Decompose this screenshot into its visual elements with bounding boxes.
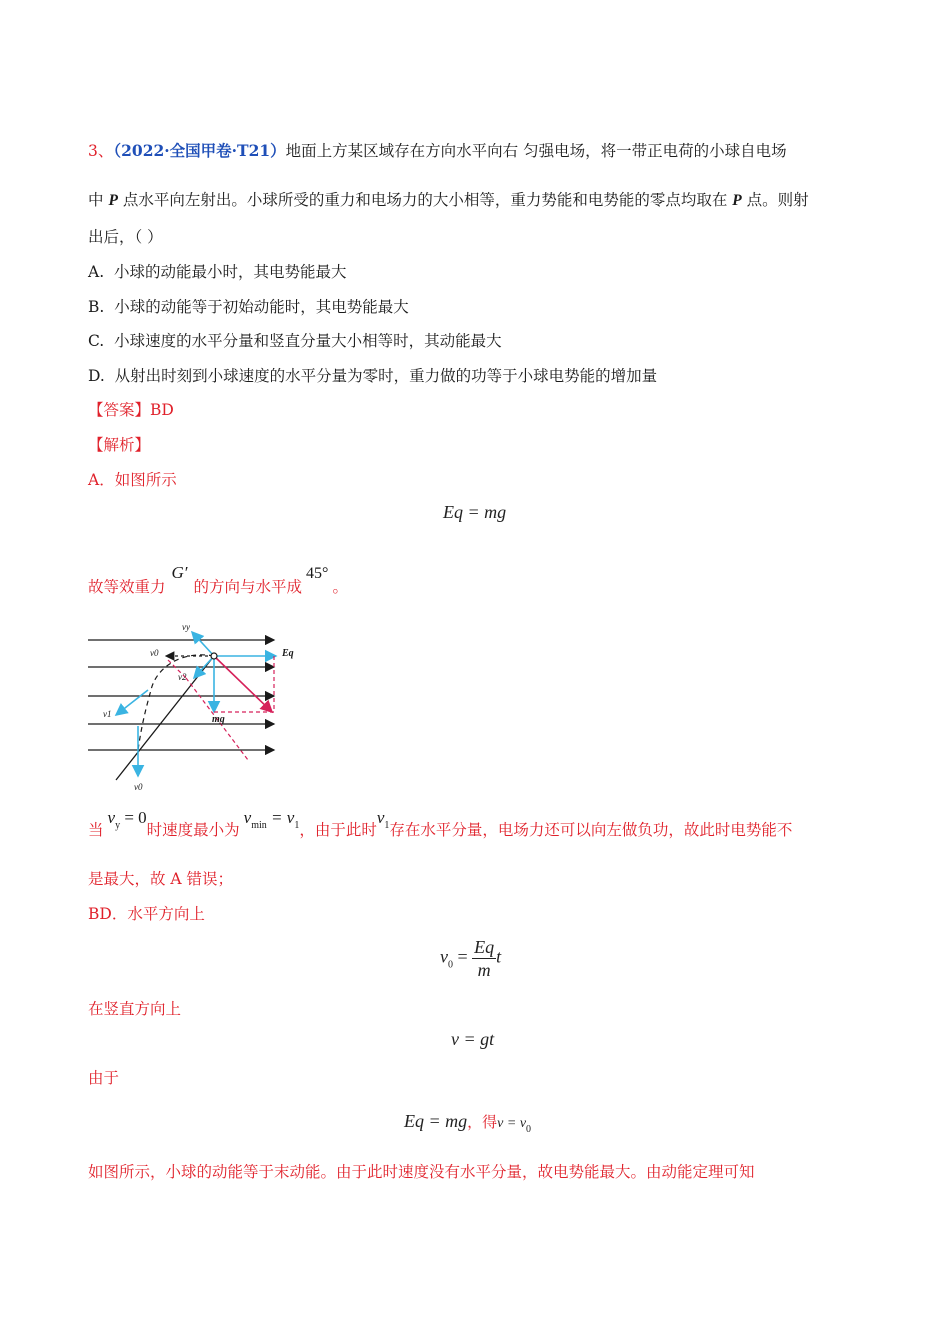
symbol: = 0 [120, 808, 147, 827]
subscript: 0 [448, 959, 453, 971]
point-p: P [732, 192, 742, 209]
question-text-1: 地面上方某区域存在方向水平向右 匀强电场，将一带正电荷的小球自电场 [285, 142, 787, 160]
question-text-2a: 中 [88, 191, 109, 209]
symbol: v [107, 808, 116, 827]
label-vy: vy [182, 622, 190, 632]
option-d [88, 366, 657, 386]
fraction [472, 936, 496, 981]
resultant-arrow [214, 656, 272, 712]
answer-line [88, 400, 174, 420]
math-vy [107, 808, 147, 831]
option-letter: A. [88, 263, 105, 281]
equation-eq-mg: Eq = mg [443, 502, 507, 522]
text: ，由于此时 [299, 821, 377, 839]
question-text-2b: 点水平向左射出。小球所受的重力和电场力的大小相等，重力势能和电势能的零点均取在 [117, 191, 733, 209]
equivalent-gravity-line [88, 563, 348, 598]
subscript: min [251, 820, 267, 831]
text: 存在水平分量，电场力还可以向左做负功，故此时电势能不 [389, 821, 793, 839]
math-vmin [243, 808, 300, 831]
subscript: 1 [384, 820, 390, 831]
subscript: 0 [526, 1124, 532, 1135]
option-text: 小球速度的水平分量和竖直分量大小相等时，其动能最大 [114, 332, 502, 350]
force-velocity-diagram [86, 620, 306, 795]
symbol: v [440, 946, 448, 967]
option-letter: C. [88, 332, 105, 350]
denominator: m [477, 960, 491, 980]
option-b [88, 297, 409, 317]
option-text: 小球的动能最小时，其电势能最大 [113, 263, 347, 281]
text: 。 [332, 578, 348, 596]
part-a-reasoning-line-1 [88, 808, 793, 848]
equation-v-gt: v = gt [451, 1029, 495, 1049]
answer-label: 【答案】 [88, 401, 151, 419]
option-text: 从射出时刻到小球速度的水平分量为零时，重力做的功等于小球电势能的增加量 [114, 367, 658, 385]
symbol: = v [266, 808, 295, 827]
question-text-2c: 点。则射 [741, 191, 809, 209]
question-line-3: 出后，（ ） [88, 228, 163, 246]
label-eq: Eq [282, 648, 294, 659]
part-bd-heading: BD．水平方向上 [88, 905, 205, 923]
equation-final [404, 1111, 531, 1135]
label-v2: v2 [178, 672, 187, 682]
angle-45: 45° [306, 565, 329, 582]
part-a-reasoning-line-2: 是最大，故 A 错误； [88, 870, 234, 888]
question-source: （2022·全国甲卷·T21） [113, 141, 286, 160]
g-prime: G′ [171, 563, 188, 582]
symbol: v [376, 808, 385, 827]
label-v0-top: v0 [150, 648, 159, 658]
point-p-marker [211, 653, 217, 659]
answer-value: BD [150, 401, 174, 419]
option-c [88, 331, 502, 351]
equation-v0 [440, 936, 501, 981]
text: ，得 [467, 1113, 498, 1131]
symbol: Eq = mg [404, 1111, 468, 1131]
numerator: Eq [474, 937, 495, 957]
option-letter: B. [88, 298, 105, 316]
part-a-heading: A．如图所示 [88, 471, 177, 489]
analysis-label: 【解析】 [88, 436, 151, 454]
point-p: P [108, 192, 118, 209]
diagonal-line [116, 656, 214, 780]
text: 当 [88, 821, 104, 839]
label-v1: v1 [103, 709, 112, 719]
subscript: y [115, 820, 121, 831]
text: 时速度最小为 [146, 821, 240, 839]
label-v0-bottom: v0 [134, 782, 143, 792]
math-v1 [376, 808, 390, 831]
question-line-1 [88, 141, 787, 161]
option-a [88, 262, 347, 282]
v1-arrow [116, 690, 148, 715]
option-letter: D. [88, 367, 105, 385]
label-mg: mg [212, 714, 225, 725]
text: 的方向与水平成 [193, 578, 303, 596]
vertical-direction-label: 在竖直方向上 [88, 1000, 182, 1018]
youyu-label: 由于 [88, 1069, 120, 1087]
vy-arrow [192, 632, 214, 656]
text: 故等效重力 [88, 578, 166, 596]
symbol: = [453, 946, 473, 967]
option-text: 小球的动能等于初始动能时，其电势能最大 [114, 298, 409, 316]
question-number: 3、 [88, 142, 114, 160]
symbol: v [243, 808, 252, 827]
question-line-2 [88, 190, 809, 211]
symbol: t [496, 946, 502, 967]
conclusion-line: 如图所示，小球的动能等于末动能。由于此时速度没有水平分量，故电势能最大。由动能定理可知 [88, 1163, 755, 1181]
symbol: v = v [497, 1116, 527, 1131]
subscript: 1 [294, 820, 300, 831]
